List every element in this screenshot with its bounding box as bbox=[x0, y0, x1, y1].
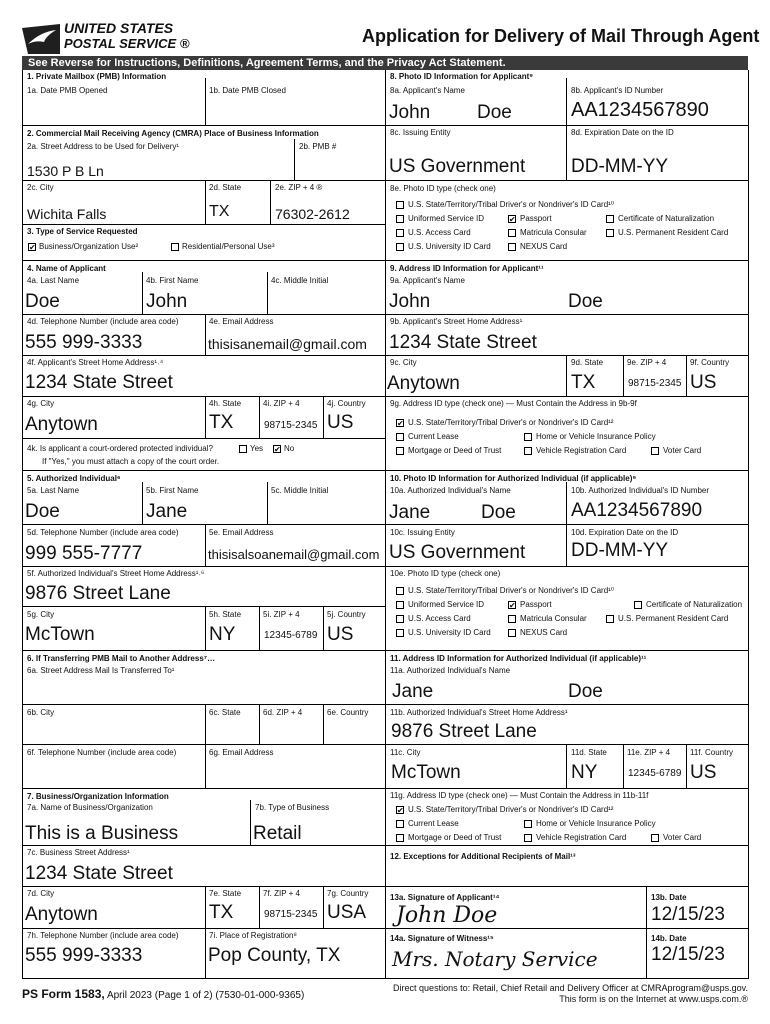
s8-heading: 8. Photo ID Information for Applicant⁹ bbox=[390, 72, 534, 81]
s7c-label: 7c. Business Street Address¹ bbox=[27, 848, 130, 857]
s4i-label: 4i. ZIP + 4 bbox=[263, 399, 300, 408]
s10-uniformed-checkbox[interactable] bbox=[396, 601, 404, 609]
s8-university-checkbox[interactable] bbox=[396, 243, 404, 251]
s4j-value[interactable]: US bbox=[327, 412, 354, 433]
s8-naturalization-label: Certificate of Naturalization bbox=[618, 214, 715, 223]
s2a-value[interactable]: 1530 P B Ln bbox=[27, 163, 104, 179]
page-title: Application for Delivery of Mail Through Agent bbox=[362, 26, 760, 46]
s10-uniformed-label: Uniformed Service ID bbox=[408, 600, 485, 609]
s11f-label: 11f. Country bbox=[690, 748, 733, 757]
s4f-label: 4f. Applicant's Street Home Address¹˒⁴ bbox=[27, 358, 164, 367]
s9f-value[interactable]: US bbox=[690, 372, 717, 393]
s11d-value[interactable]: NY bbox=[571, 762, 598, 783]
s13a-label: 13a. Signature of Applicant¹⁴ bbox=[390, 893, 500, 902]
s9-voter-label: Voter Card bbox=[663, 446, 702, 455]
s8-uniformed-checkbox[interactable] bbox=[396, 215, 404, 223]
s9-voter-checkbox[interactable] bbox=[651, 447, 659, 455]
s8a-first[interactable]: John bbox=[389, 102, 431, 123]
s8-uniformed-label: Uniformed Service ID bbox=[408, 214, 485, 223]
s10d-value[interactable]: DD-MM-YY bbox=[571, 540, 669, 561]
protected-yes-label: Yes bbox=[250, 444, 264, 453]
s4k-question: 4k. Is applicant a court-ordered protected individual? bbox=[27, 444, 213, 453]
s6e-label: 6e. Country bbox=[327, 708, 369, 717]
s9d-label: 9d. State bbox=[571, 358, 604, 367]
s7i-label: 7i. Place of Registration⁸ bbox=[209, 931, 297, 940]
s11-voter-label: Voter Card bbox=[663, 833, 702, 842]
s6f-label: 6f. Telephone Number (include area code) bbox=[27, 748, 177, 757]
business-use-label: Business/Organization Use² bbox=[39, 242, 139, 251]
s7g-value[interactable]: USA bbox=[327, 902, 367, 923]
s4g-label: 4g. City bbox=[27, 399, 55, 408]
s9f-label: 9f. Country bbox=[690, 358, 730, 367]
s9-insurance-checkbox[interactable] bbox=[524, 433, 532, 441]
s11-dl-checkbox[interactable]: ✔ bbox=[397, 806, 404, 815]
s10c-value[interactable]: US Government bbox=[389, 542, 526, 563]
s9d-value[interactable]: TX bbox=[571, 372, 596, 393]
s8-dl-label: U.S. State/Territory/Tribal Driver's or Nondriver's ID Card¹⁰ bbox=[408, 200, 615, 209]
s5j-label: 5j. Country bbox=[327, 610, 366, 619]
s8a-label: 8a. Applicant's Name bbox=[390, 86, 465, 95]
s11c-label: 11c. City bbox=[390, 748, 421, 757]
s13b-label: 13b. Date bbox=[651, 893, 687, 902]
s2d-value[interactable]: TX bbox=[209, 203, 230, 220]
s7i-value[interactable]: Pop County, TX bbox=[208, 945, 341, 966]
s7e-label: 7e. State bbox=[209, 889, 242, 898]
protected-no-checkbox[interactable]: ✔ bbox=[274, 445, 281, 454]
s9-vehicle-checkbox[interactable] bbox=[524, 447, 532, 455]
s10e-label: 10e. Photo ID type (check one) bbox=[390, 569, 501, 578]
s5g-value[interactable]: McTown bbox=[25, 624, 95, 645]
s2e-value[interactable]: 76302-2612 bbox=[275, 206, 350, 222]
s10a-label: 10a. Authorized Individual's Name bbox=[390, 486, 511, 495]
s5d-value[interactable]: 999 555-7777 bbox=[25, 543, 143, 564]
s2a-label: 2a. Street Address to be Used for Delivery¹ bbox=[27, 142, 180, 151]
witness-signature[interactable]: Mrs. Notary Service bbox=[392, 947, 598, 971]
s11e-value[interactable]: 12345-6789 bbox=[628, 768, 682, 779]
s7h-label: 7h. Telephone Number (include area code) bbox=[27, 931, 179, 940]
s8-matricula-label: Matricula Consular bbox=[520, 228, 587, 237]
s11b-value[interactable]: 9876 Street Lane bbox=[391, 721, 537, 742]
s14a-label: 14a. Signature of Witness¹⁵ bbox=[390, 934, 494, 943]
residential-use-label: Residential/Personal Use³ bbox=[182, 242, 275, 251]
s1a-label: 1a. Date PMB Opened bbox=[27, 86, 108, 95]
s8-access-card-checkbox[interactable] bbox=[396, 229, 404, 237]
s8-university-label: U.S. University ID Card bbox=[408, 242, 491, 251]
s10-dl-label: U.S. State/Territory/Tribal Driver's or Nondriver's ID Card¹⁰ bbox=[408, 586, 615, 595]
applicant-signature[interactable]: John Doe bbox=[396, 903, 498, 928]
s2-heading: 2. Commercial Mail Receiving Agency (CMRA) Place of Business Information bbox=[27, 129, 319, 138]
s11-dl-label: U.S. State/Territory/Tribal Driver's or Nondriver's ID Card¹² bbox=[408, 805, 614, 814]
s11-mortgage-checkbox[interactable] bbox=[396, 834, 404, 842]
s8-resident-card-label: U.S. Permanent Resident Card bbox=[618, 228, 729, 237]
s7c-value[interactable]: 1234 State Street bbox=[25, 863, 173, 884]
s11-mortgage-label: Mortgage or Deed of Trust bbox=[408, 833, 502, 842]
s10-matricula-checkbox[interactable] bbox=[508, 615, 516, 623]
s10-passport-label: Passport bbox=[520, 600, 552, 609]
s9b-value[interactable]: 1234 State Street bbox=[389, 332, 537, 353]
s9-lease-checkbox[interactable] bbox=[396, 433, 404, 441]
s10-university-label: U.S. University ID Card bbox=[408, 628, 491, 637]
s5e-label: 5e. Email Address bbox=[209, 528, 274, 537]
s10a-last[interactable]: Doe bbox=[481, 502, 516, 523]
s10d-label: 10d. Expiration Date on the ID bbox=[571, 528, 679, 537]
s4g-value[interactable]: Anytown bbox=[25, 414, 98, 435]
residential-use-checkbox[interactable] bbox=[171, 243, 179, 251]
s9a-last[interactable]: Doe bbox=[568, 291, 603, 312]
s10b-label: 10b. Authorized Individual's ID Number bbox=[571, 486, 710, 495]
s4k-note: If "Yes," you must attach a copy of the court order. bbox=[42, 457, 220, 466]
s9-mortgage-label: Mortgage or Deed of Trust bbox=[408, 446, 502, 455]
s10-nexus-checkbox[interactable] bbox=[508, 629, 516, 637]
s8b-label: 8b. Applicant's ID Number bbox=[571, 86, 664, 95]
s11-insurance-checkbox[interactable] bbox=[524, 820, 532, 828]
s13b-value[interactable]: 12/15/23 bbox=[651, 904, 725, 925]
s12-heading: 12. Exceptions for Additional Recipients of Mail¹³ bbox=[390, 852, 576, 861]
s5i-value[interactable]: 12345-6789 bbox=[264, 630, 318, 641]
s4d-value[interactable]: 555 999-3333 bbox=[25, 332, 143, 353]
s7e-value[interactable]: TX bbox=[209, 902, 234, 923]
s11-voter-checkbox[interactable] bbox=[651, 834, 659, 842]
s1-heading: 1. Private Mailbox (PMB) Information bbox=[27, 72, 167, 81]
s8d-value[interactable]: DD-MM-YY bbox=[571, 156, 669, 177]
s14b-label: 14b. Date bbox=[651, 934, 687, 943]
s8b-value[interactable]: AA1234567890 bbox=[571, 99, 709, 121]
s4-heading: 4. Name of Applicant bbox=[27, 264, 106, 273]
s9b-label: 9b. Applicant's Street Home Address¹ bbox=[390, 317, 523, 326]
s4i-value[interactable]: 98715-2345 bbox=[264, 420, 318, 431]
s10a-first[interactable]: Jane bbox=[389, 502, 431, 523]
s8c-value[interactable]: US Government bbox=[389, 156, 526, 177]
s10-university-checkbox[interactable] bbox=[396, 629, 404, 637]
s9e-label: 9e. ZIP + 4 bbox=[627, 358, 667, 367]
s8-naturalization-checkbox[interactable] bbox=[606, 215, 614, 223]
s6b-label: 6b. City bbox=[27, 708, 55, 717]
s7h-value[interactable]: 555 999-3333 bbox=[25, 945, 143, 966]
footer-contact: Direct questions to: Retail, Chief Retail and Delivery Officer at CMRAprogram@usps.gov. This form is on the Internet at www.usps.com.® bbox=[393, 983, 748, 1004]
s2d-label: 2d. State bbox=[209, 183, 242, 192]
s4a-label: 4a. Last Name bbox=[27, 276, 80, 285]
s5f-label: 5f. Authorized Individual's Street Home Address¹˒⁶ bbox=[27, 569, 205, 578]
s9-mortgage-checkbox[interactable] bbox=[396, 447, 404, 455]
s3-heading: 3. Type of Service Requested bbox=[27, 227, 138, 236]
s5j-value[interactable]: US bbox=[327, 624, 354, 645]
s10-naturalization-checkbox[interactable] bbox=[634, 601, 642, 609]
s5b-label: 5b. First Name bbox=[146, 486, 199, 495]
s9-insurance-label: Home or Vehicle Insurance Policy bbox=[536, 432, 656, 441]
usps-eagle-logo-icon bbox=[22, 24, 60, 54]
s6c-label: 6c. State bbox=[209, 708, 241, 717]
s9-lease-label: Current Lease bbox=[408, 432, 459, 441]
s8-passport-label: Passport bbox=[520, 214, 552, 223]
instructions-banner: See Reverse for Instructions, Definitions, Agreement Terms, and the Privacy Act Statement. bbox=[22, 56, 748, 70]
s8-nexus-checkbox[interactable] bbox=[508, 243, 516, 251]
s11b-label: 11b. Authorized Individual's Street Home Address¹ bbox=[390, 708, 568, 717]
s7d-value[interactable]: Anytown bbox=[25, 904, 98, 925]
s11-heading: 11. Address ID Information for Authorized Individual (if applicable)¹¹ bbox=[390, 654, 647, 663]
s10-passport-checkbox[interactable]: ✔ bbox=[509, 601, 516, 610]
s5g-label: 5g. City bbox=[27, 610, 55, 619]
s9e-value[interactable]: 98715-2345 bbox=[628, 378, 682, 389]
s11-vehicle-checkbox[interactable] bbox=[524, 834, 532, 842]
s11-lease-checkbox[interactable] bbox=[396, 820, 404, 828]
s7b-value[interactable]: Retail bbox=[253, 823, 302, 844]
s2e-label: 2e. ZIP + 4 ® bbox=[275, 183, 323, 192]
s6a-label: 6a. Street Address Mail Is Transferred To¹ bbox=[27, 666, 175, 675]
s11-insurance-label: Home or Vehicle Insurance Policy bbox=[536, 819, 656, 828]
s5i-label: 5i. ZIP + 4 bbox=[263, 610, 300, 619]
s10-dl-checkbox[interactable] bbox=[396, 587, 404, 595]
s11a-last[interactable]: Doe bbox=[568, 681, 603, 702]
s2b-label: 2b. PMB # bbox=[299, 142, 337, 151]
s7a-value[interactable]: This is a Business bbox=[25, 823, 179, 844]
s10-access-card-checkbox[interactable] bbox=[396, 615, 404, 623]
s9c-label: 9c. City bbox=[390, 358, 417, 367]
s7d-label: 7d. City bbox=[27, 889, 55, 898]
s10c-label: 10c. Issuing Entity bbox=[390, 528, 455, 537]
s9g-label: 9g. Address ID type (check one) — Must Contain the Address in 9b-9f bbox=[390, 399, 637, 408]
s10-nexus-label: NEXUS Card bbox=[520, 628, 568, 637]
s10-naturalization-label: Certificate of Naturalization bbox=[646, 600, 743, 609]
s9a-label: 9a. Applicant's Name bbox=[390, 276, 465, 285]
s11d-label: 11d. State bbox=[571, 748, 607, 757]
s7a-label: 7a. Name of Business/Organization bbox=[27, 803, 153, 812]
s5f-value[interactable]: 9876 Street Lane bbox=[25, 583, 171, 604]
s10-access-card-label: U.S. Access Card bbox=[408, 614, 471, 623]
s4h-value[interactable]: TX bbox=[209, 412, 234, 433]
s8-matricula-checkbox[interactable] bbox=[508, 229, 516, 237]
s9-dl-label: U.S. State/Territory/Tribal Driver's or Nondriver's ID Card¹² bbox=[408, 418, 614, 427]
s11a-label: 11a. Authorized Individual's Name bbox=[390, 666, 511, 675]
s10-matricula-label: Matricula Consular bbox=[520, 614, 587, 623]
s9a-first[interactable]: John bbox=[389, 291, 431, 312]
s11g-label: 11g. Address ID type (check one) — Must Contain the Address in 11b-11f bbox=[390, 791, 649, 800]
s4j-label: 4j. Country bbox=[327, 399, 366, 408]
s4e-value[interactable]: thisisanemail@gmail.com bbox=[208, 336, 367, 352]
s6g-label: 6g. Email Address bbox=[209, 748, 274, 757]
s8d-label: 8d. Expiration Date on the ID bbox=[571, 128, 674, 137]
s10b-value[interactable]: AA1234567890 bbox=[571, 500, 703, 521]
s2c-value[interactable]: Wichita Falls bbox=[27, 206, 107, 222]
s9c-value[interactable]: Anytown bbox=[387, 373, 460, 394]
s7g-label: 7g. Country bbox=[327, 889, 369, 898]
s4e-label: 4e. Email Address bbox=[209, 317, 274, 326]
business-use-checkbox[interactable]: ✔ bbox=[29, 243, 36, 252]
s8-resident-card-checkbox[interactable] bbox=[606, 229, 614, 237]
s8c-label: 8c. Issuing Entity bbox=[390, 128, 451, 137]
s4f-value[interactable]: 1234 State Street bbox=[25, 372, 173, 393]
s9-dl-checkbox[interactable]: ✔ bbox=[397, 419, 404, 428]
s9-heading: 9. Address ID Information for Applicant¹¹ bbox=[390, 264, 544, 273]
form-number: PS Form 1583, April 2023 (Page 1 of 2) (7530-01-000-9365) bbox=[22, 987, 305, 1001]
s7f-value[interactable]: 98715-2345 bbox=[264, 909, 318, 920]
protected-no-label: No bbox=[284, 444, 295, 453]
s4b-label: 4b. First Name bbox=[146, 276, 199, 285]
s2c-label: 2c. City bbox=[27, 183, 54, 192]
s5a-label: 5a. Last Name bbox=[27, 486, 80, 495]
s6d-label: 6d. ZIP + 4 bbox=[263, 708, 303, 717]
s8-nexus-label: NEXUS Card bbox=[520, 242, 568, 251]
s7-heading: 7. Business/Organization Information bbox=[27, 792, 169, 801]
s8e-label: 8e. Photo ID type (check one) bbox=[390, 184, 496, 193]
s14b-value[interactable]: 12/15/23 bbox=[651, 944, 725, 965]
s5b-value[interactable]: Jane bbox=[146, 501, 188, 522]
s4b-value[interactable]: John bbox=[146, 291, 188, 312]
s5e-value[interactable]: thisisalsoanemail@gmail.com bbox=[208, 547, 380, 562]
s10-resident-card-label: U.S. Permanent Resident Card bbox=[618, 614, 729, 623]
s5h-value[interactable]: NY bbox=[209, 624, 236, 645]
s8-dl-checkbox[interactable] bbox=[396, 201, 404, 209]
s5a-value[interactable]: Doe bbox=[25, 501, 60, 522]
s5d-label: 5d. Telephone Number (include area code) bbox=[27, 528, 179, 537]
s11-vehicle-label: Vehicle Registration Card bbox=[536, 833, 627, 842]
s4h-label: 4h. State bbox=[209, 399, 242, 408]
s4a-value[interactable]: Doe bbox=[25, 291, 60, 312]
s11c-value[interactable]: McTown bbox=[391, 762, 461, 783]
protected-yes-checkbox[interactable] bbox=[239, 445, 247, 453]
s8a-last[interactable]: Doe bbox=[477, 102, 512, 123]
s11f-value[interactable]: US bbox=[690, 762, 717, 783]
s4c-label: 4c. Middle Initial bbox=[271, 276, 329, 285]
s11e-label: 11e. ZIP + 4 bbox=[627, 748, 671, 757]
s10-heading: 10. Photo ID Information for Authorized Individual (if applicable)⁹ bbox=[390, 474, 637, 483]
s5-heading: 5. Authorized Individual⁶ bbox=[27, 474, 121, 483]
s5h-label: 5h. State bbox=[209, 610, 242, 619]
s4d-label: 4d. Telephone Number (include area code) bbox=[27, 317, 179, 326]
s9-vehicle-label: Vehicle Registration Card bbox=[536, 446, 627, 455]
s10-resident-card-checkbox[interactable] bbox=[606, 615, 614, 623]
s7b-label: 7b. Type of Business bbox=[255, 803, 330, 812]
s6-heading: 6. If Transferring PMB Mail to Another Address⁷… bbox=[27, 654, 216, 663]
s8-passport-checkbox[interactable]: ✔ bbox=[509, 215, 516, 224]
s8-access-card-label: U.S. Access Card bbox=[408, 228, 471, 237]
s11-lease-label: Current Lease bbox=[408, 819, 459, 828]
s1b-label: 1b. Date PMB Closed bbox=[209, 86, 286, 95]
s7f-label: 7f. ZIP + 4 bbox=[263, 889, 300, 898]
s5c-label: 5c. Middle Initial bbox=[271, 486, 329, 495]
s11a-first[interactable]: Jane bbox=[392, 681, 434, 702]
agency-name: UNITED STATES POSTAL SERVICE ® bbox=[64, 20, 190, 51]
